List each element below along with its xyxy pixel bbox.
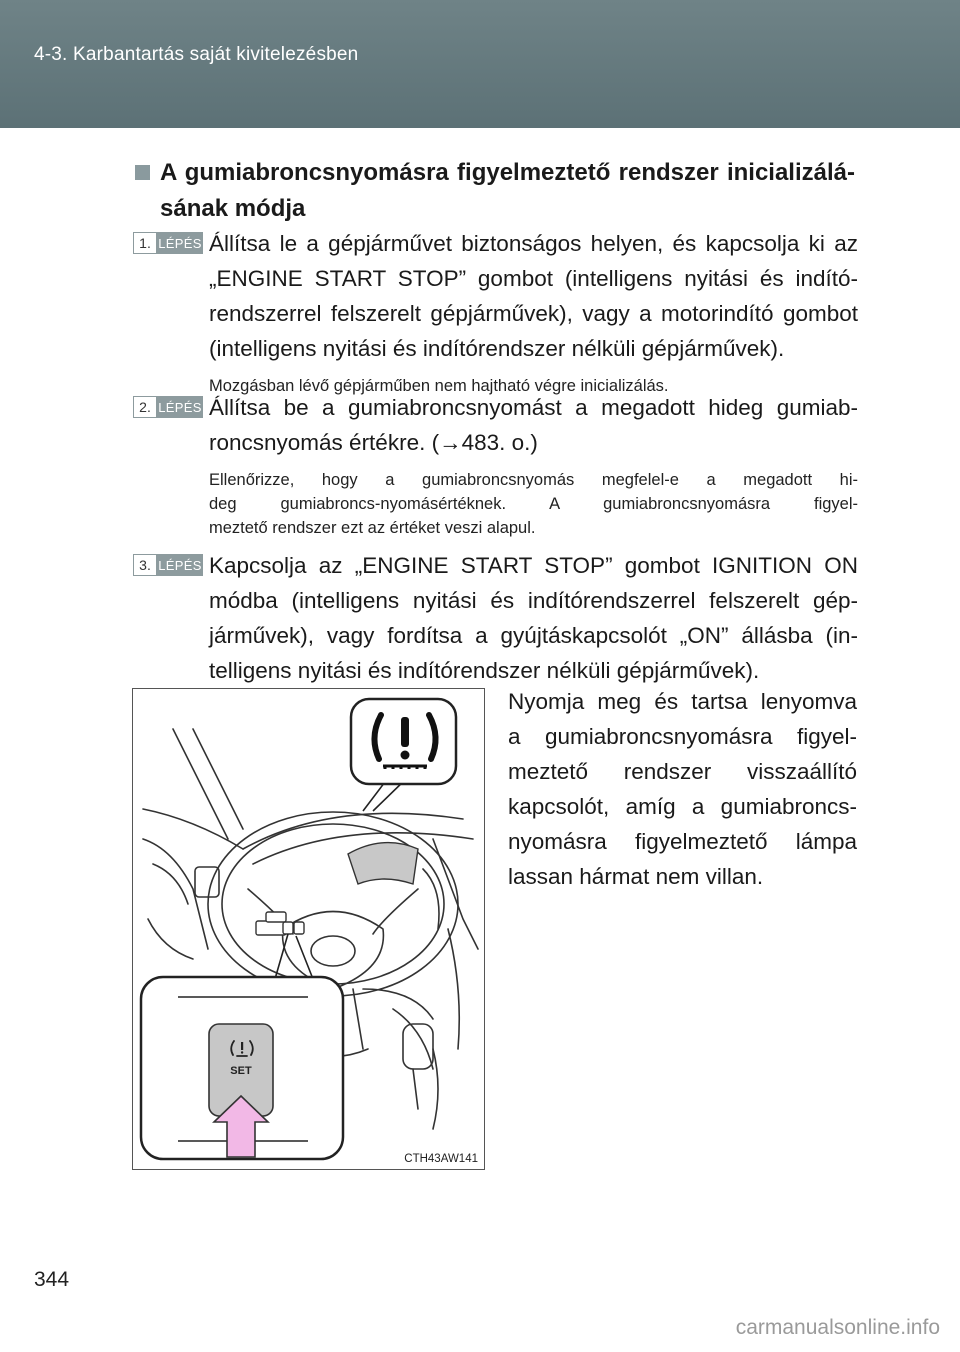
page-number: 344 <box>34 1268 70 1291</box>
step-line: Állítsa be a gumiabroncsnyomást a megadott hideg gumiab- <box>209 395 858 420</box>
step-line: Kapcsolja az „ENGINE START STOP” gombot IGNITION ON <box>209 553 858 578</box>
step-line: roncsnyomás értékre. (→483. o.) <box>209 430 538 455</box>
step-line: Nyomja meg és tartsa lenyomva <box>508 689 857 714</box>
step-badge-label: LÉPÉS <box>157 396 203 418</box>
section-title-line2: sának módja <box>160 195 306 222</box>
note-line: Mozgásban lévő gépjárműben nem hajtható végre inicializálás. <box>209 377 669 395</box>
step-line: kapcsolót, amíg a gumiabroncs- <box>508 794 857 819</box>
set-button-label: SET <box>230 1065 252 1077</box>
step-4-text <box>508 684 857 894</box>
step-line: (intelligens nyitási és indítórendszer nélküli gépjárművek). <box>209 336 785 361</box>
step-badge <box>133 232 203 254</box>
step-line: járművek), vagy fordítsa a gyújtáskapcsolót „ON” állásba (in- <box>209 623 858 648</box>
step-line: lassan hármat nem villan. <box>508 864 764 889</box>
illustration-frame <box>132 688 485 1170</box>
step-badge <box>133 554 203 576</box>
note-line: meztető rendszer ezt az értéket veszi alapul. <box>209 519 536 537</box>
breadcrumb: 4-3. Karbantartás saját kivitelezésben <box>34 44 359 65</box>
step-line: telligens nyitási és indítórendszer nélküli gépjárművek). <box>209 658 760 683</box>
step-number: 2. <box>133 396 157 418</box>
step-2 <box>133 390 858 540</box>
step-note <box>209 468 858 540</box>
tire-pressure-warning-icon <box>365 707 445 777</box>
step-badge-label: LÉPÉS <box>157 554 203 576</box>
step-badge-label: LÉPÉS <box>157 232 203 254</box>
step-badge <box>133 396 203 418</box>
step-line: módba (intelligens nyitási és indítórendszerrel felszerelt gép- <box>209 588 858 613</box>
step-text <box>209 226 858 366</box>
note-line: Ellenőrizze, hogy a gumiabroncsnyomás megfelel-e a megadott hi- <box>209 471 858 489</box>
watermark: carmanualsonline.info <box>735 1316 940 1339</box>
step-number: 1. <box>133 232 157 254</box>
step-text <box>209 390 858 460</box>
section-title-line1: A gumiabroncsnyomásra figyelmeztető rendszer inicializálá- <box>160 159 855 186</box>
step-1 <box>133 226 858 398</box>
note-line: deg gumiabroncs-nyomásértéknek. A gumiabroncsnyomásra figyel- <box>209 495 858 513</box>
step-line: „ENGINE START STOP” gombot (intelligens nyitási és indító- <box>209 266 858 291</box>
step-line: nyomásra figyelmeztető lámpa <box>508 829 857 854</box>
step-line: rendszerrel felszerelt gépjárművek), vagy a motorindító gombot <box>209 301 858 326</box>
step-line: a gumiabroncsnyomásra figyel- <box>508 724 857 749</box>
step-number: 3. <box>133 554 157 576</box>
step-3 <box>133 548 858 688</box>
step-line: meztető rendszer visszaállító <box>508 759 857 784</box>
page-header <box>0 0 960 128</box>
section-square-icon <box>135 165 150 180</box>
figure-code: CTH43AW141 <box>404 1153 478 1165</box>
tire-pressure-set-button-icon <box>228 1039 256 1061</box>
step-text <box>209 548 858 688</box>
section-title <box>135 155 855 227</box>
step-line: Állítsa le a gépjárművet biztonságos helyen, és kapcsolja ki az <box>209 231 858 256</box>
